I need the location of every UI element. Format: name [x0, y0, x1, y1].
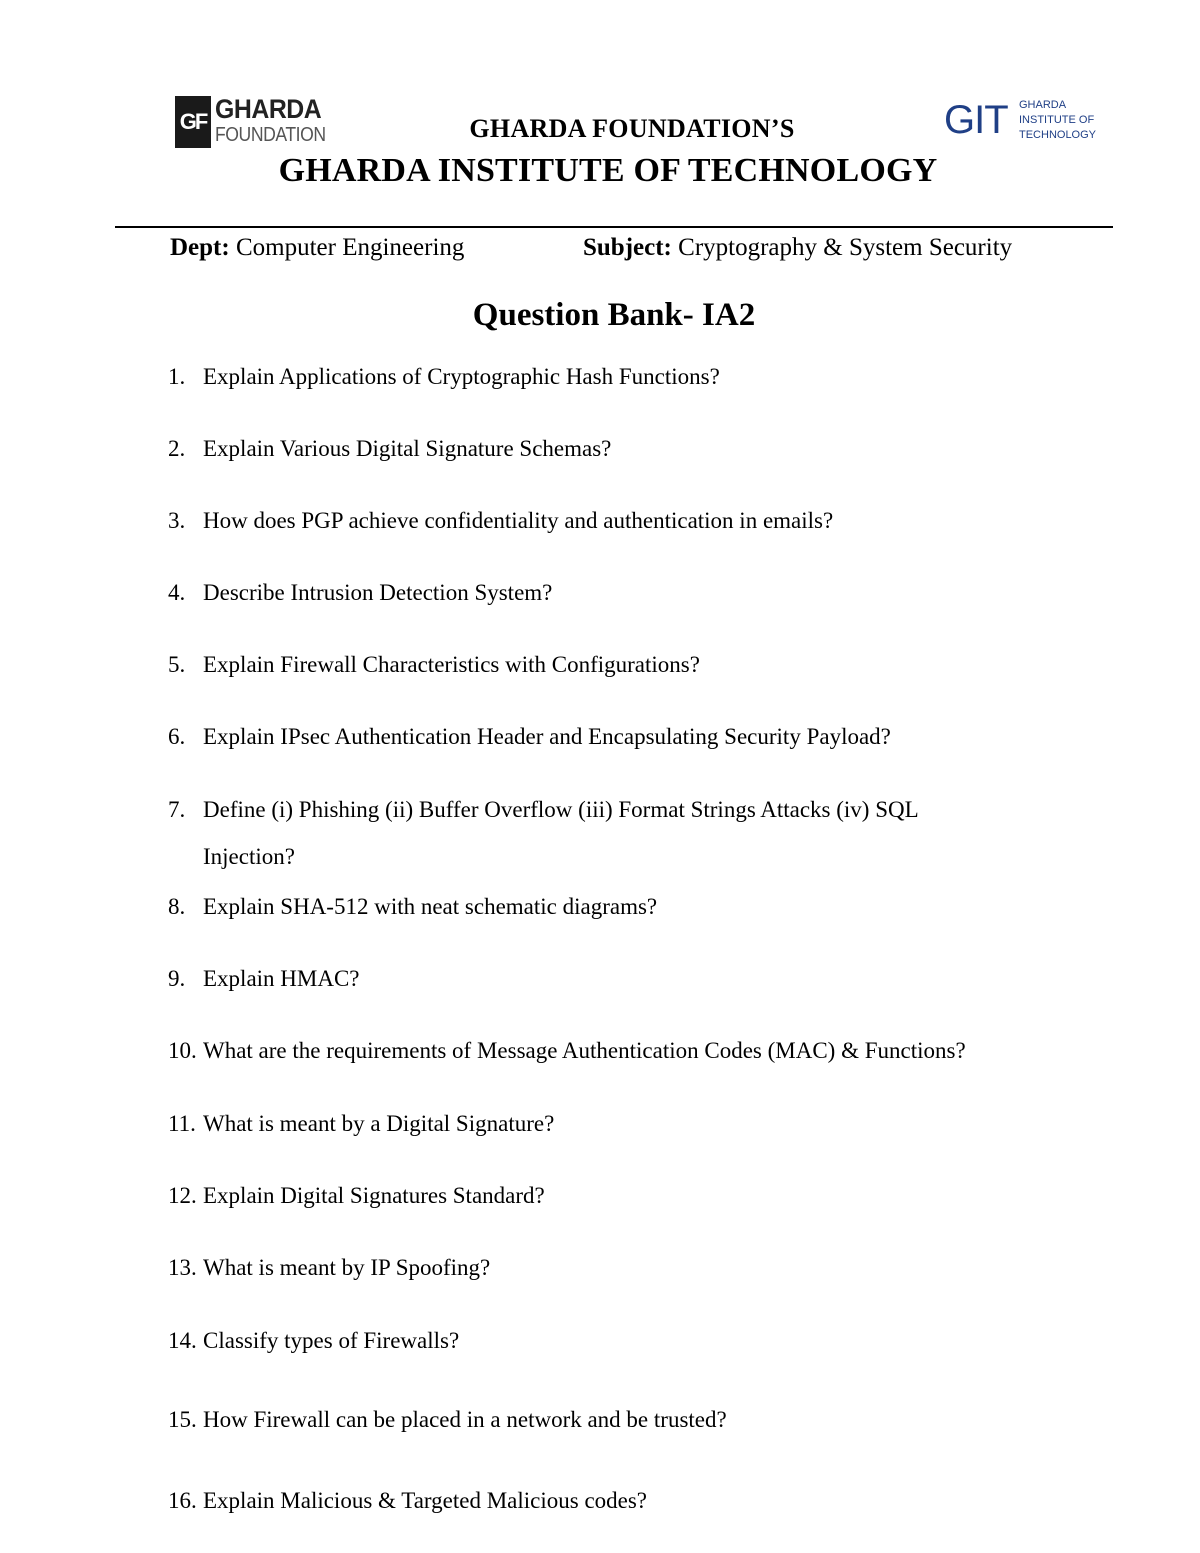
- question-text: Injection?: [203, 844, 295, 869]
- question-text: How Firewall can be placed in a network and be trusted?: [203, 1407, 727, 1432]
- question-text: Explain SHA-512 with neat schematic diagrams?: [203, 894, 658, 919]
- question-text: Explain HMAC?: [203, 966, 360, 991]
- git-logo-text: GIT: [944, 98, 1008, 142]
- question-number: 11.: [168, 1111, 196, 1136]
- question-number: 15.: [168, 1407, 197, 1432]
- question-text: What are the requirements of Message Authentication Codes (MAC) & Functions?: [203, 1038, 966, 1063]
- question-text: Define (i) Phishing (ii) Buffer Overflow (iii) Format Strings Attacks (iv) SQL: [203, 797, 919, 822]
- question-bank-title: Question Bank- IA2: [472, 297, 756, 333]
- subject-line: [583, 234, 1012, 262]
- question-number: 9.: [168, 966, 186, 991]
- question-text: Explain Digital Signatures Standard?: [203, 1183, 545, 1208]
- question-text: What is meant by IP Spoofing?: [203, 1255, 491, 1280]
- header-divider: [115, 226, 1113, 228]
- gf-logo-line2: FOUNDATION: [215, 124, 326, 146]
- question-number: 13.: [168, 1255, 197, 1280]
- question-number: 8.: [168, 894, 186, 919]
- dept-value: Computer Engineering: [229, 234, 465, 261]
- gf-logo-line1: GHARDA: [215, 94, 322, 124]
- question-text: How does PGP achieve confidentiality and authentication in emails?: [203, 508, 834, 533]
- question-number: 1.: [168, 364, 186, 389]
- question-text: Explain Various Digital Signature Schemas?: [203, 436, 612, 461]
- gf-logo-mark: GF: [175, 96, 211, 148]
- question-number: 6.: [168, 724, 186, 749]
- question-number: 12.: [168, 1183, 197, 1208]
- git-logo-line: TECHNOLOGY: [1019, 129, 1097, 141]
- question-text: Explain IPsec Authentication Header and Encapsulating Security Payload?: [203, 724, 891, 749]
- subject-value: Cryptography & System Security: [671, 234, 1013, 261]
- institute-title: GHARDA INSTITUTE OF TECHNOLOGY: [278, 152, 938, 189]
- question-text: Classify types of Firewalls?: [203, 1328, 460, 1353]
- question-number: 5.: [168, 652, 186, 677]
- department-line: [170, 234, 464, 262]
- question-number: 3.: [168, 508, 186, 533]
- question-text: Explain Applications of Cryptographic Hash Functions?: [203, 364, 720, 389]
- question-text: Explain Malicious & Targeted Malicious codes?: [203, 1488, 648, 1513]
- dept-label: Dept:: [170, 234, 230, 261]
- question-text: What is meant by a Digital Signature?: [203, 1111, 555, 1136]
- foundation-title: GHARDA FOUNDATION’S: [469, 114, 795, 143]
- question-text: Explain Firewall Characteristics with Configurations?: [203, 652, 700, 677]
- git-logo-line: INSTITUTE OF: [1019, 114, 1095, 126]
- question-number: 10.: [168, 1038, 197, 1063]
- question-number: 16.: [168, 1488, 197, 1513]
- question-text: Describe Intrusion Detection System?: [203, 580, 553, 605]
- question-number: 2.: [168, 436, 186, 461]
- question-number: 14.: [168, 1328, 197, 1353]
- git-logo-line: GHARDA: [1019, 99, 1067, 111]
- subject-label: Subject:: [583, 234, 672, 261]
- question-number: 7.: [168, 797, 186, 822]
- question-number: 4.: [168, 580, 186, 605]
